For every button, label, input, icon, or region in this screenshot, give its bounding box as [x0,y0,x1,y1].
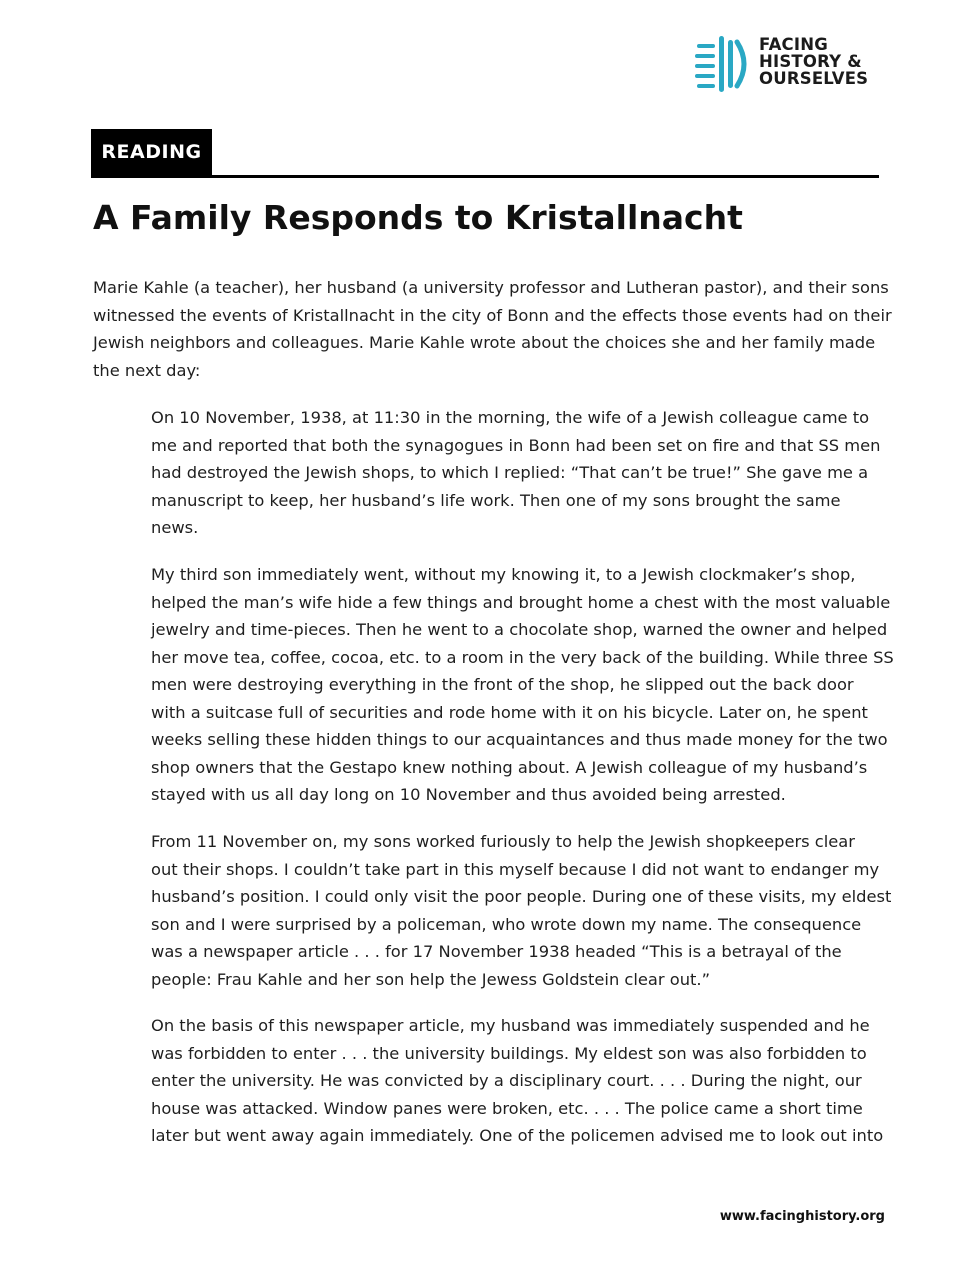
quote-line: stayed with us all day long on 10 November and thus avoided being arrested. [151,785,786,804]
facing-history-logo [695,34,895,96]
quote-line: had destroyed the Jewish shops, to which I replied: “That can’t be true!” She gave me a [151,463,869,482]
quote-line: out their shops. I couldn’t take part in this myself because I did not want to endanger my [151,859,880,879]
logo-line-1: FACING [759,35,828,54]
header-rule [91,175,879,178]
intro-line: Marie Kahle (a teacher), her husband (a university professor and Lutheran pastor), and their sons [93,278,889,297]
quote-line: On 10 November, 1938, at 11:30 in the morning, the wife of a Jewish colleague came to [151,408,870,427]
quote-line: jewelry and time-pieces. Then he went to a chocolate shop, warned the owner and helped [151,620,888,639]
quote-paragraph-1 [151,404,891,542]
quote-line: My third son immediately went, without my knowing it, to a Jewish clockmaker’s shop, [151,565,856,584]
quote-line: men were destroying everything in the front of the shop, he slipped out the back door [151,675,854,694]
quote-line: house was attacked. Window panes were broken, etc. . . . The police came a short time [151,1098,863,1118]
quote-line: weeks selling these hidden things to our acquaintances and thus made money for the two [151,730,888,749]
quote-line: people: Frau Kahle and her son help the Jewess Goldstein clear out.” [151,969,711,989]
intro-paragraph [93,274,893,384]
quote-line: From 11 November on, my sons worked furiously to help the Jewish shopkeepers clear [151,832,855,851]
quote-line: enter the university. He was convicted by a disciplinary court. . . . During the night, our [151,1071,862,1090]
quote-line: her move tea, coffee, cocoa, etc. to a room in the very back of the building. While three SS [151,647,894,667]
quote-line: news. [151,518,199,537]
quote-line: me and reported that both the synagogues in Bonn had been set on fire and that SS men [151,435,881,455]
quote-line: manuscript to keep, her husband’s life work. Then one of my sons brought the same [151,490,841,510]
quote-line: with a suitcase full of securities and rode home with it on his bicycle. Later on, he spent [151,702,868,722]
quote-paragraph-4 [151,1012,891,1150]
intro-line: the next day: [93,360,201,380]
quote-line: shop owners that the Gestapo knew nothing about. A Jewish colleague of my husband’s [151,757,868,777]
quote-paragraph-2 [151,561,894,809]
reading-label: READING [91,129,212,176]
logo-line-3: OURSELVES [759,69,869,88]
quote-line: helped the man’s wife hide a few things and brought home a chest with the most valuable [151,592,891,612]
facing-history-mark-icon [695,34,753,94]
logo-wordmark [759,36,868,87]
quote-line: was a newspaper article . . . for 17 November 1938 headed “This is a betrayal of the [151,942,842,961]
page-title: A Family Responds to Kristallnacht [93,198,743,237]
quote-line: son and I were surprised by a policeman, who wrote down my name. The consequence [151,914,862,934]
quote-line: was forbidden to enter . . . the university buildings. My eldest son was also forbidden to [151,1043,867,1063]
intro-line: Jewish neighbors and colleagues. Marie Kahle wrote about the choices she and her family made [93,333,876,353]
intro-line: witnessed the events of Kristallnacht in the city of Bonn and the effects those events had on their [93,305,892,325]
footer-url-link[interactable]: www.facinghistory.org [719,1209,885,1224]
logo-line-2: HISTORY & [759,52,862,71]
quote-line: On the basis of this newspaper article, my husband was immediately suspended and he [151,1016,870,1035]
quote-line: later but went away again immediately. One of the policemen advised me to look out into [151,1126,884,1145]
quote-line: husband’s position. I could only visit the poor people. During one of these visits, my eldest [151,887,892,906]
quote-paragraph-3 [151,828,891,993]
